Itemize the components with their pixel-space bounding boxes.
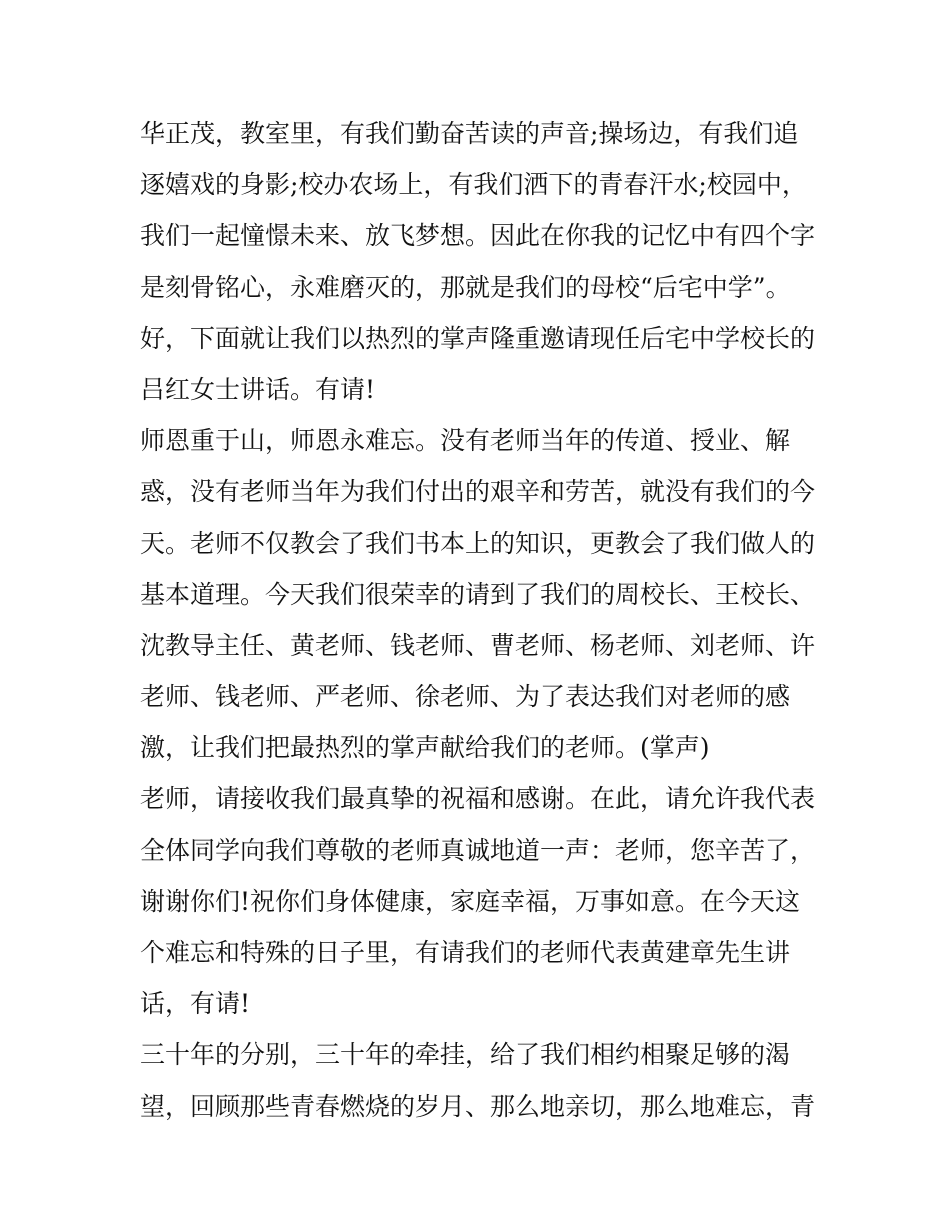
text-line: 个难忘和特殊的日子里，有请我们的老师代表黄建章先生讲 <box>140 938 791 967</box>
text-line: 我们一起憧憬未来、放飞梦想。因此在你我的记忆中有四个字 <box>140 221 816 251</box>
text-line: 师恩重于山，师恩永难忘。没有老师当年的传道、授业、解 <box>140 426 791 456</box>
text-line: 吕红女士讲话。有请! <box>140 374 376 404</box>
text-line: 天。老师不仅教会了我们书本上的知识，更教会了我们做人的 <box>140 528 816 558</box>
text-line: 沈教导主任、黄老师、钱老师、曹老师、杨老师、刘老师、许 <box>140 630 816 660</box>
text-line: 老师，请接收我们最真挚的祝福和感谢。在此，请允许我代表 <box>140 784 816 814</box>
text-line: 望，回顾那些青春燃烧的岁月、那么地亲切，那么地难忘，青 <box>140 1091 816 1121</box>
text-line: 话，有请! <box>140 989 251 1019</box>
text-line: 逐嬉戏的身影;校办农场上，有我们洒下的青春汗水;校园中， <box>140 170 807 200</box>
text-line: 好，下面就让我们以热烈的掌声隆重邀请现任后宅中学校长的 <box>140 323 816 353</box>
text-line: 老师、钱老师、严老师、徐老师、为了表达我们对老师的感 <box>140 682 791 712</box>
text-line: 谢谢你们!祝你们身体健康，家庭幸福，万事如意。在今天这 <box>140 886 801 916</box>
text-line: 全体同学向我们尊敬的老师真诚地道一声：老师，您辛苦了， <box>140 835 816 865</box>
text-line: 惑，没有老师当年为我们付出的艰辛和劳苦，就没有我们的今 <box>140 477 816 507</box>
text-line: 华正茂，教室里，有我们勤奋苦读的声音;操场边，有我们追 <box>140 119 799 148</box>
text-line: 三十年的分别，三十年的牵挂，给了我们相约相聚足够的渴 <box>140 1040 791 1070</box>
text-line: 激，让我们把最热烈的掌声献给我们的老师。(掌声) <box>140 733 710 763</box>
text-line: 基本道理。今天我们很荣幸的请到了我们的周校长、王校长、 <box>140 579 816 609</box>
body-text <box>140 108 820 1132</box>
text-line: 是刻骨铭心，永难磨灭的，那就是我们的母校“后宅中学”。 <box>140 272 791 302</box>
